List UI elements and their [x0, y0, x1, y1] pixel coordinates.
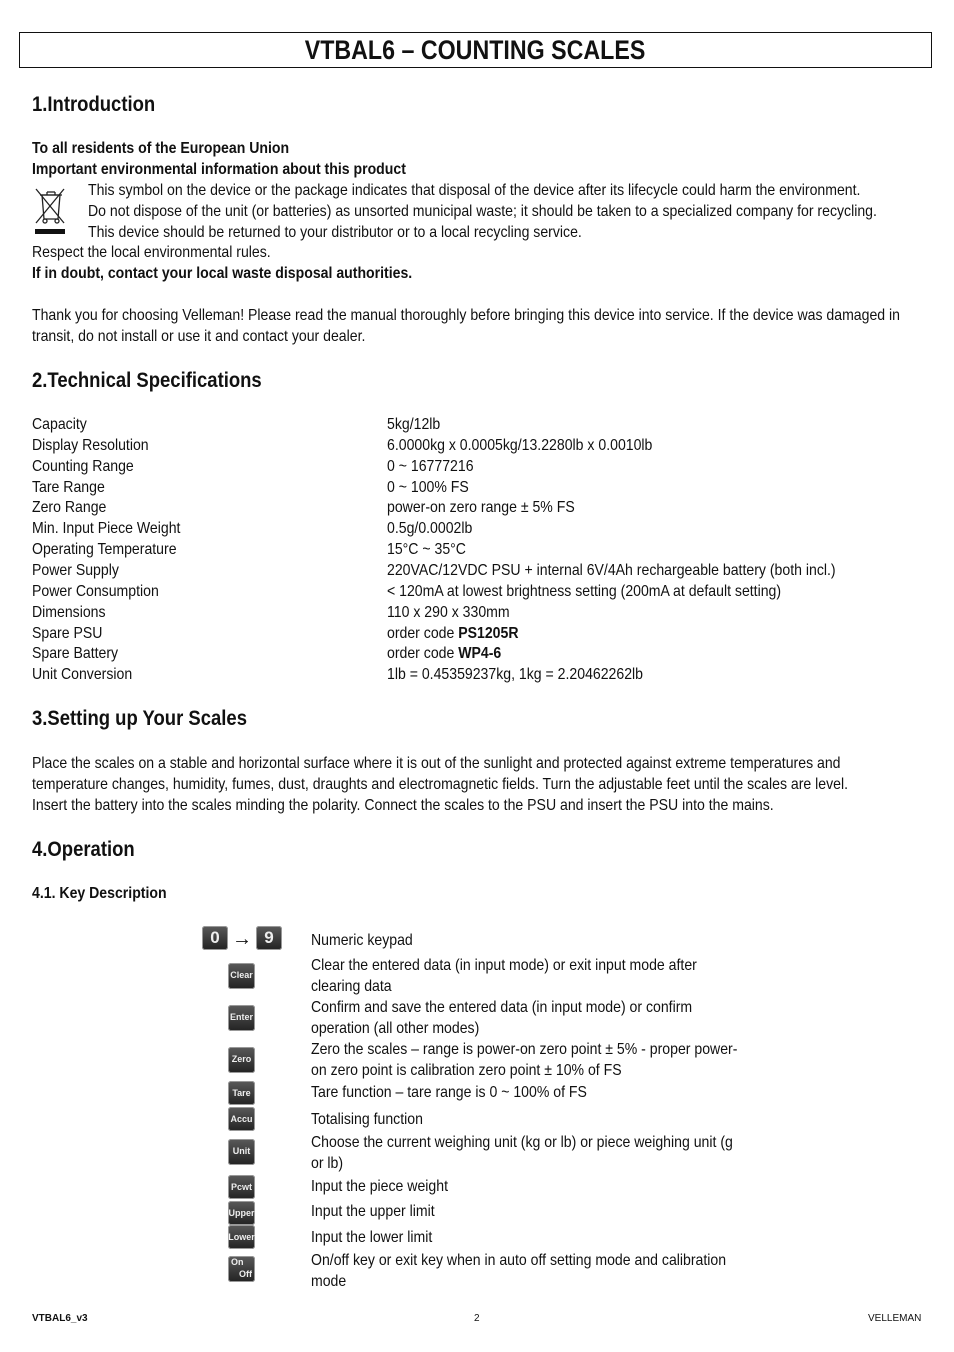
thanks-line-1: Thank you for choosing Velleman! Please read the manual thoroughly before bringing this device into service. If the device was damaged in: [32, 307, 900, 324]
spec-label: Capacity: [32, 416, 87, 433]
operation-heading: 4.Operation: [32, 838, 135, 861]
key-desc-zero: Zero the scales – range is power-on zero point ± 5% - proper power-on zero point is calibration zero point ± 10% of FS: [311, 1041, 738, 1079]
spec-label: Display Resolution: [32, 436, 149, 454]
clear-key-icon: Clear: [228, 963, 255, 989]
off-label: Off: [239, 1269, 252, 1279]
env-info-line: Important environmental information about this product: [32, 161, 406, 178]
spec-value-text: 0 ~ 16777216: [387, 457, 474, 475]
spec-value-text: 6.0000kg x 0.0005kg/13.2280lb x 0.0010lb: [387, 436, 653, 454]
footer-brand: VELLEMAN: [868, 1313, 922, 1324]
spec-value: [387, 518, 472, 539]
spec-row: [32, 581, 912, 602]
env-line-3: This device should be returned to your distributor or to a local recycling service.: [88, 224, 582, 241]
spec-value: [387, 560, 836, 581]
setup-line-2: temperature changes, humidity, fumes, dust, draughts and electromagnetic fields. Turn the adjustable feet until the scales are level.: [32, 776, 849, 793]
setup-line-1: Place the scales on a stable and horizontal surface where it is out of the sunlight and protected against extreme temperatures and: [32, 755, 841, 772]
spec-label: Tare Range: [32, 478, 105, 496]
footer-doc-code: VTBAL6_v3: [32, 1313, 88, 1324]
spec-value: [387, 477, 469, 498]
intro-heading: 1.Introduction: [32, 93, 156, 116]
spec-value: [387, 581, 781, 602]
spec-row: [32, 477, 912, 498]
arrow-icon: →: [232, 928, 252, 950]
weee-bin-icon: [32, 185, 68, 237]
spec-order-code: PS1205R: [458, 624, 519, 642]
spec-value-text: 5kg/12lb: [387, 416, 441, 433]
key-desc-clear: Clear the entered data (in input mode) or exit input mode after clearing data: [311, 957, 697, 995]
spec-value: [387, 414, 440, 435]
spec-label: Power Consumption: [32, 582, 159, 600]
env-line-1: This symbol on the device or the package indicates that disposal of the device after its lifecycle could harm the environment.: [88, 182, 861, 199]
doubt-line: If in doubt, contact your local waste disposal authorities.: [32, 265, 413, 282]
key-0-icon: 0: [202, 926, 228, 950]
specs-heading: 2.Technical Specifications: [32, 369, 262, 392]
zero-key-icon: Zero: [228, 1047, 255, 1073]
page-title-box: [19, 32, 932, 68]
spec-row: [32, 414, 912, 435]
unit-key-icon: Unit: [228, 1139, 255, 1165]
spec-value-text: order code: [387, 645, 459, 663]
spec-value-text: 110 x 290 x 330mm: [387, 603, 510, 621]
eu-residents-line: To all residents of the European Union: [32, 140, 290, 157]
footer-page-number: 2: [474, 1313, 480, 1324]
spec-value-text: 15°C ~ 35°C: [387, 541, 466, 559]
spec-value-text: order code: [387, 624, 459, 642]
key-desc-unit: Choose the current weighing unit (kg or lb) or piece weighing unit (g or lb): [311, 1134, 733, 1172]
spec-value-text: 0.5g/0.0002lb: [387, 520, 473, 538]
spec-row: [32, 497, 912, 518]
spec-label: Min. Input Piece Weight: [32, 520, 181, 538]
respect-rules-line: Respect the local environmental rules.: [32, 244, 271, 261]
spec-value: [387, 623, 519, 644]
on-off-key-icon: [228, 1256, 255, 1282]
upper-key-icon: Upper: [228, 1201, 255, 1225]
spec-value-text: power-on zero range ± 5% FS: [387, 499, 575, 517]
spec-value: [387, 456, 474, 477]
spec-value-text: 1lb = 0.45359237kg, 1kg = 2.20462262lb: [387, 666, 644, 684]
spec-value: [387, 643, 501, 664]
spec-label: Spare PSU: [32, 624, 103, 642]
spec-value: [387, 602, 510, 623]
spec-label: Spare Battery: [32, 645, 119, 663]
env-line-2: Do not dispose of the unit (or batteries) as unsorted municipal waste; it should be taken to a specialized company for recycling.: [88, 203, 877, 220]
key-desc-lower: Input the lower limit: [311, 1229, 433, 1246]
spec-label: Zero Range: [32, 499, 107, 517]
on-label: On: [231, 1257, 244, 1267]
pcwt-key-icon: Pcwt: [228, 1175, 255, 1199]
spec-value: [387, 435, 652, 456]
spec-label: Power Supply: [32, 561, 119, 579]
spec-row: [32, 643, 912, 664]
key-desc-pcwt: Input the piece weight: [311, 1178, 448, 1195]
accu-key-icon: Accu: [228, 1107, 255, 1131]
setup-line-3: Insert the battery into the scales minding the polarity. Connect the scales to the PSU and insert the PSU into the mains.: [32, 797, 774, 814]
key-desc-enter: Confirm and save the entered data (in input mode) or confirm operation (all other modes): [311, 999, 693, 1037]
spec-row: [32, 664, 912, 685]
key-desc-tare: Tare function – tare range is 0 ~ 100% of FS: [311, 1084, 587, 1101]
setup-heading: 3.Setting up Your Scales: [32, 707, 247, 730]
lower-key-icon: Lower: [228, 1225, 255, 1249]
page-title: VTBAL6 – COUNTING SCALES: [305, 35, 646, 65]
spec-label: Operating Temperature: [32, 541, 177, 559]
spec-label: Dimensions: [32, 603, 106, 621]
spec-row: [32, 602, 912, 623]
spec-value: [387, 539, 466, 560]
spec-row: [32, 518, 912, 539]
spec-value-text: 0 ~ 100% FS: [387, 478, 469, 496]
key-desc-upper: Input the upper limit: [311, 1203, 435, 1220]
spec-row: [32, 539, 912, 560]
spec-row: [32, 435, 912, 456]
enter-key-icon: Enter: [228, 1005, 255, 1031]
spec-order-code: WP4-6: [458, 645, 502, 663]
thanks-line-2: transit, do not install or use it and contact your dealer.: [32, 328, 366, 345]
spec-label: Counting Range: [32, 457, 134, 475]
spec-value-text: 220VAC/12VDC PSU + internal 6V/4Ah rechargeable battery (both incl.): [387, 561, 836, 579]
key-desc-accu: Totalising function: [311, 1111, 423, 1128]
spec-value: [387, 664, 643, 685]
spec-row: [32, 560, 912, 581]
key-desc-onoff: On/off key or exit key when in auto off setting mode and calibration mode: [311, 1252, 727, 1290]
tare-key-icon: Tare: [228, 1081, 255, 1105]
spec-value-text: < 120mA at lowest brightness setting (200mA at default setting): [387, 582, 782, 600]
spec-label: Unit Conversion: [32, 666, 133, 684]
spec-row: [32, 623, 912, 644]
key-desc-numeric: Numeric keypad: [311, 932, 413, 949]
spec-value: [387, 497, 575, 518]
key-9-icon: 9: [256, 926, 282, 950]
spec-row: [32, 456, 912, 477]
key-description-heading: 4.1. Key Description: [32, 885, 167, 902]
